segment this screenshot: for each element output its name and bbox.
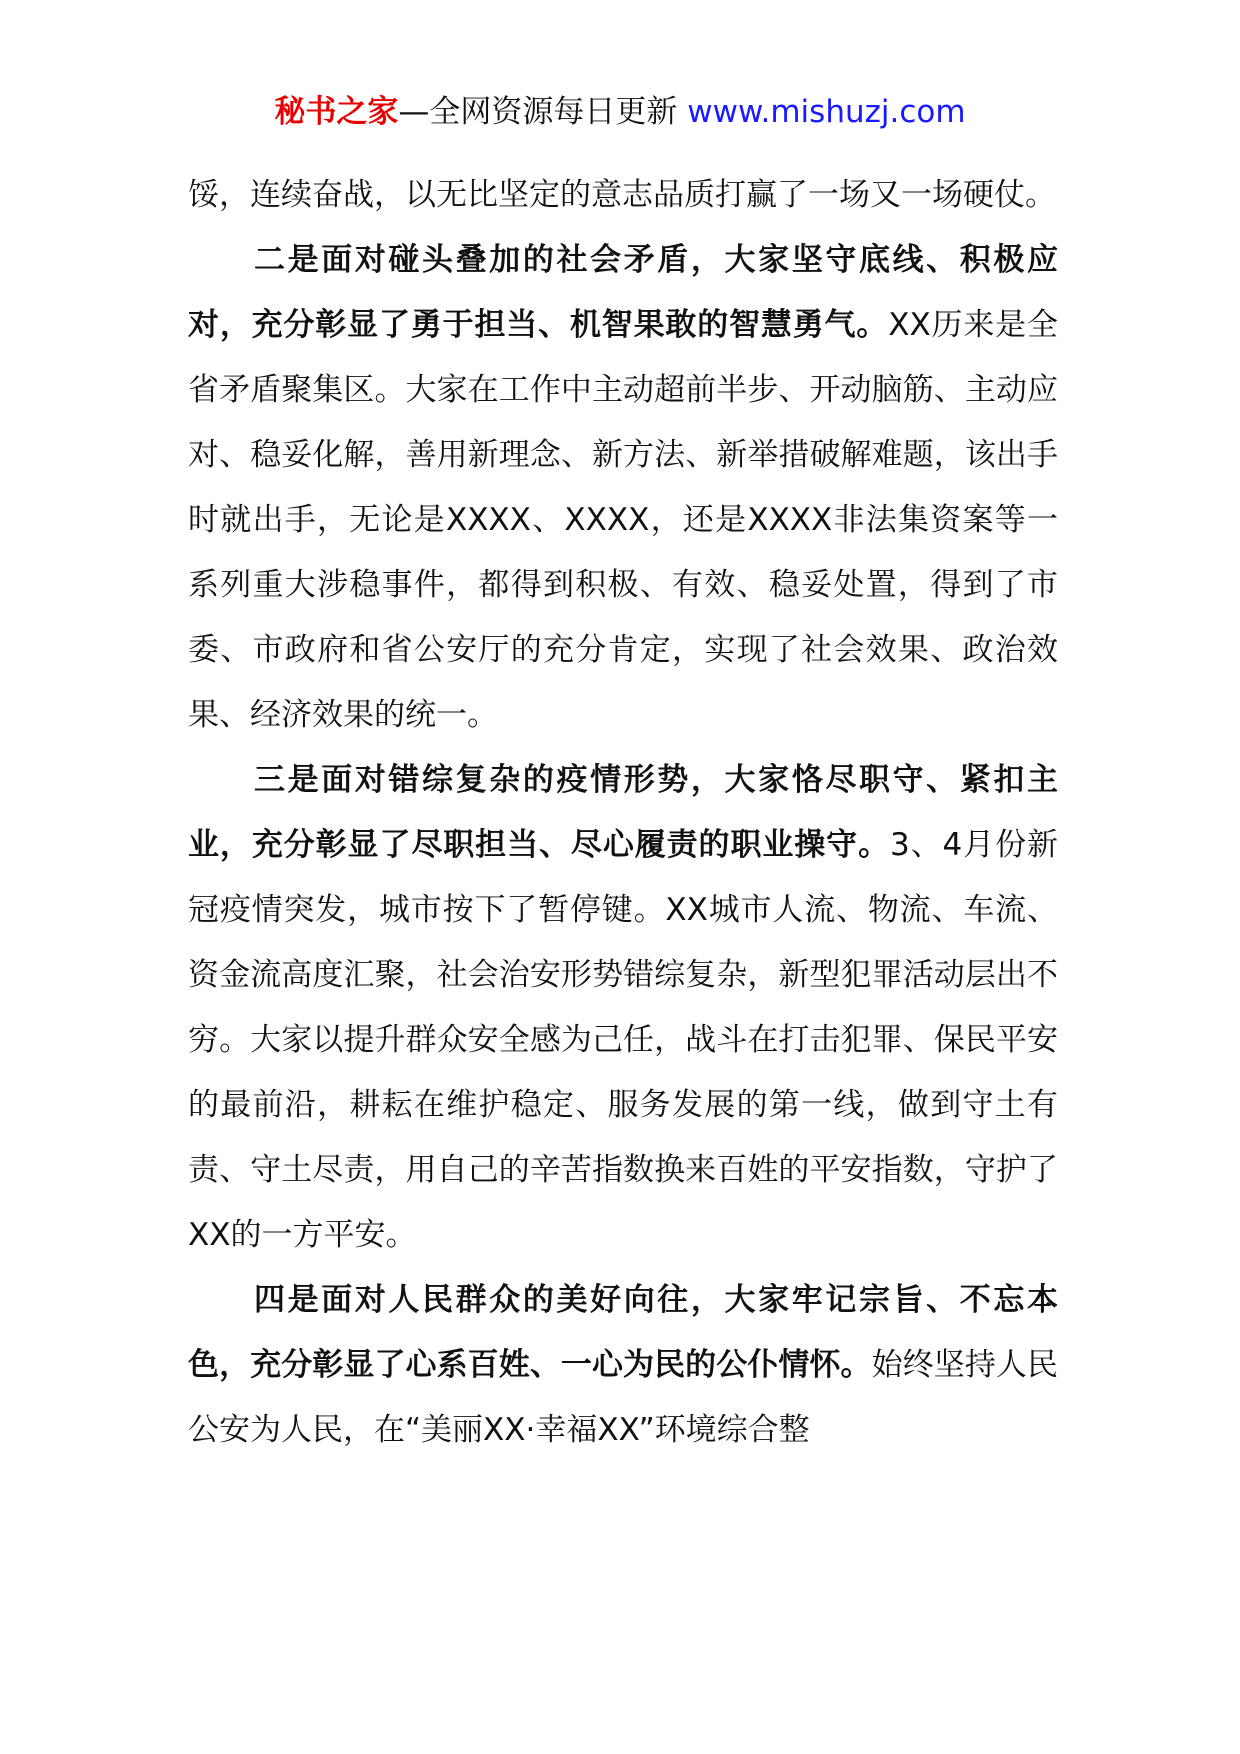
- site-header: [0, 92, 1240, 132]
- header-tagline: —全网资源每日更新: [398, 94, 688, 130]
- paragraph-lead: 二是面对碰头叠加的社会矛盾，大家坚守底线、积极应对，充分彰显了勇于担当、机智果敢的智慧勇气。: [188, 242, 1058, 343]
- paragraph-lead: 三是面对错综复杂的疫情形势，大家恪尽职守、紧扣主业，充分彰显了尽职担当、尽心履责的职业操守。: [188, 762, 1058, 863]
- paragraph-text: 馁，连续奋战，以无比坚定的意志品质打赢了一场又一场硬仗。: [188, 177, 1056, 213]
- paragraph-text: XX历来是全省矛盾聚集区。大家在工作中主动超前半步、开动脑筋、主动应对、稳妥化解，善用新理念、新方法、新举措破解难题，该出手时就出手，无论是XXXX、XXXX，还是XXXX非法集资案等一系列重大涉稳事件，都得到积极、有效、稳妥处置，得到了市委、市政府和省公安厅的充分肯定，实现了社会效果、政治效果、经济效果的统一。: [188, 307, 1058, 733]
- document-body: [188, 163, 1058, 1463]
- paragraph-text: 3、4月份新冠疫情突发，城市按下了暂停键。XX城市人流、物流、车流、资金流高度汇聚，社会治安形势错综复杂，新型犯罪活动层出不穷。大家以提升群众安全感为己任，战斗在打击犯罪、保民平安的最前沿，耕耘在维护稳定、服务发展的第一线，做到守土有责、守土尽责，用自己的辛苦指数换来百姓的平安指数，守护了XX的一方平安。: [188, 827, 1058, 1253]
- paragraph-text: 始终坚持人民公安为人民，在“美丽XX·幸福XX”环境综合整: [188, 1347, 1059, 1448]
- paragraph-2: [188, 228, 1058, 748]
- paragraph-4: [188, 1268, 1058, 1463]
- brand-name: 秘书之家: [274, 94, 399, 130]
- paragraph-continuation: [188, 163, 1058, 228]
- paragraph-lead: 四是面对人民群众的美好向往，大家牢记宗旨、不忘本色，充分彰显了心系百姓、一心为民的公仆情怀。: [188, 1282, 1058, 1383]
- paragraph-3: [188, 748, 1058, 1268]
- site-url-link[interactable]: www.mishuzj.com: [687, 94, 966, 130]
